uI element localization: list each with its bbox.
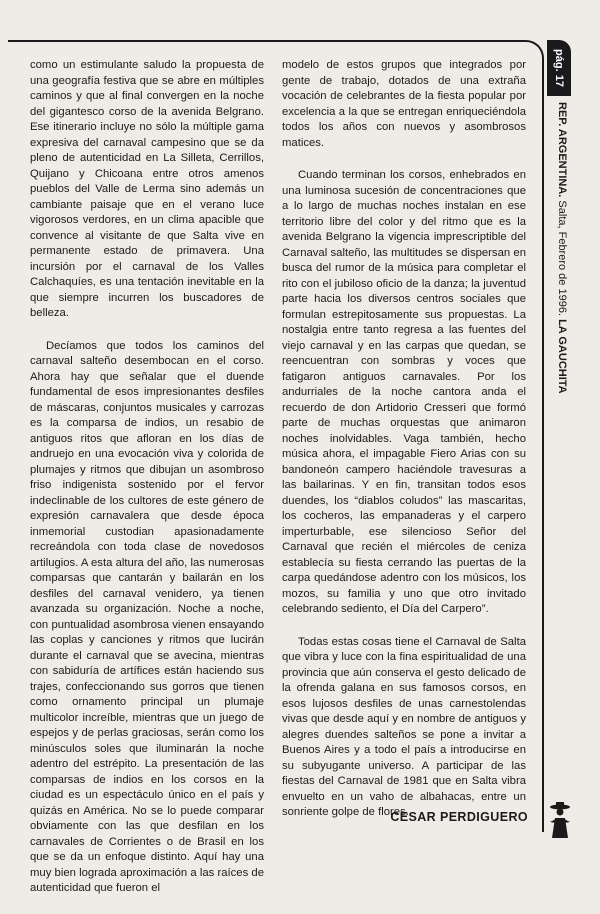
running-head-country: REP. ARGENTINA. xyxy=(556,102,568,198)
page-number-tab xyxy=(547,40,571,96)
paragraph: Decíamos que todos los caminos del carnaval salteño desembocan en el corso. Ahora hay que señalar que el duende fundamental de esos impresionantes desfiles de máscaras, conjuntos musicales y carrozas es la comparsa de indios, un resabio de antiguos ritos que afloran en los días de andruejo en una evocación viva y colorida de plumajes y ritmos que dibujan un asombroso friso indigenista sostenido por el fervor indeclinable de los cultores de este género de expresión carnavalera que desde época inmemorial custodian apasionadamente recreándola con toda clase de novedosos artilugios. A esta altura del año, las numerosas comparsas que cantarán y bailarán en los desfiles del carnaval venidero, ya tienen avanzada su organización. Noche a noche, con puntualidad asombrosa vienen ensayando las coplas y canciones y ritmos que lucirán durante el carnaval que se avecina, mientras con sabiduría de artífices están haciendo sus trajes, confeccionando sus gorros que tienen como ornamento principal un plumaje multicolor increíble, mientras que un juego de espejos y de perlas graciosas, serán como los minúsculos soles que iluminarán la noche adentro del estrépito. La presentación de las comparsas de indios en los corsos en la ciudad es un espectáculo único en el país y quizás en América. No se lo puede comparar obviamente con las que desfilan en los carnavales de Corrientes o de Brasil en los que se da un enfoque distinto. Aquí hay una muy bien lograda aproximación a las raíces de autenticidad que fueron el xyxy=(30,339,264,894)
author-signature: CESAR PERDIGUERO xyxy=(390,810,528,824)
paragraph: Cuando terminan los corsos, enhebrados en una luminosa sucesión de concentraciones que a lo largo de muchas noches instalan en ese territorio libre del color y del ritmo que es la avenida Belgrano la vigencia imprescriptible del Carnaval salteño, las multitudes se dispersan en busca del rumor de la música para completar el rito con el jubiloso oficio de la danza; la juventud parte hacia los diversos centros sociales que formulan estrepitosamente sus propuestas. La nostalgia entre tanto regresa a las fuentes del viejo carnaval y en las carpas que quedan, se reencuentran con sombras y voces que fatigaron antiguos carnavales. Por los andurriales de la noche cantora anda el recuerdo de don Artidorio Cresseri que formó parte de muchas orquestas que animaron noches inolvidables. Vaga también, hecho música ahora, el impagable Fiero Arias con su bandoneón campero haciéndole travesuras a las bailarinas. Y en fin, transitan todos esos duendes, los “diablos coludos” las mascaritas, los cocheros, las empanaderas y el carpero imperturbable, ese silencioso Señor del Carnaval que recién el miércoles de ceniza establecía su fiesta cerrando las puertas de la carpa quedándose adentro con los músicos, los mozos, su familia y uno que otro invitado celebrando sediento, el Día del Carpero”. xyxy=(282,169,526,615)
running-head xyxy=(556,102,568,394)
running-head-place-date: Salta, Febrero de 1996. xyxy=(556,200,568,316)
paragraph: modelo de estos grupos que integrados por gente de trabajo, dotados de una extraña vocación de celebrantes de la fiesta popular por excelencia a la que se entregan enriqueciéndola todos los años con nuevos y asombrosos matices. xyxy=(282,59,526,149)
paragraph: como un estimulante saludo la propuesta de una geografía festiva que se abre en múltiples caminos y que al final convergen en la noche del gigantesco corso de la avenida Belgrano. Ese itinerario incluye no sólo la múltiple gama expresiva del carnaval campesino que se da pleno de autenticidad en La Silleta, Cerrillos, Quijano y Chicoana entre otros amenos pueblos del Valle de Lerma sino además un cambiante paisaje que en el verano luce vigorosos verdores, en un clima apacible que convence al visitante de que Salta vive en permanente estado de primavera. Una incursión por el carnaval de los Valles Calchaquíes, es una tentación inevitable en la que siempre incurren los buscadores de belleza. xyxy=(30,59,264,319)
running-head-magazine: LA GAUCHITA xyxy=(556,319,568,394)
article-column-left xyxy=(30,58,264,914)
paragraph: Todas estas cosas tiene el Carnaval de Salta que vibra y luce con la fina espiritualidad de una provincia que aún conserva el gesto delicado de la ofrenda galana en sus famosos corsos, en esos lujosos desfiles de unas carnestolendas vivas que desde aquí y en nombre de antiguos y alegres duendes salteños se pone a invitar a Buenos Aires y a todo el país a introducirse en su subyugante universo. A participar de las fiestas del Carnaval de 1981 que en Salta vibra envuelto en un vaho de albahacas, entre un sonriente golpe de flores. xyxy=(282,635,526,818)
gaucho-figure-icon xyxy=(547,800,573,840)
article-column-right xyxy=(282,58,526,838)
side-margin xyxy=(547,40,577,800)
page-number: pág. 17 xyxy=(553,49,565,87)
